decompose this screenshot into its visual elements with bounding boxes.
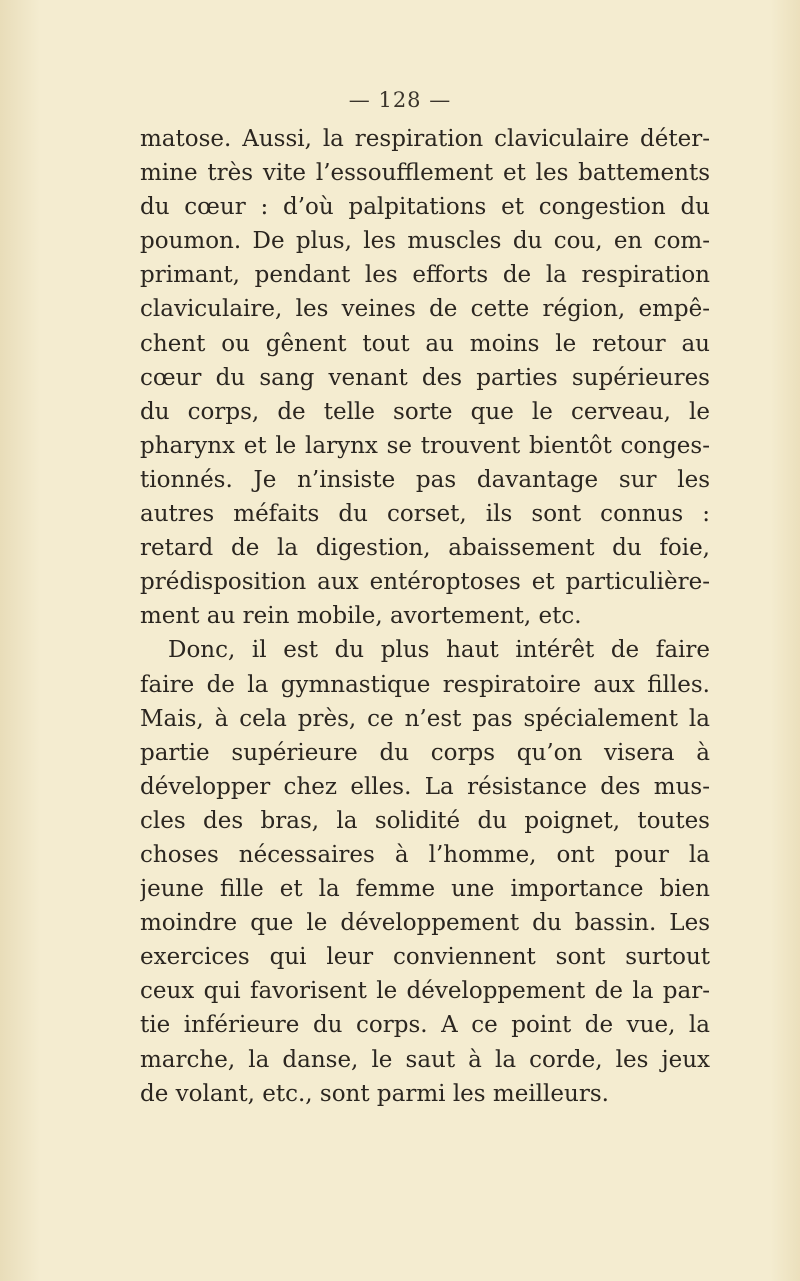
text-line: chent ou gênent tout au moins le retour au xyxy=(140,330,710,357)
text-line: primant, pendant les efforts de la respiration xyxy=(140,262,710,289)
text-line: autres méfaits du corset, ils sont connus : xyxy=(140,501,710,528)
text-line: Donc, il est du plus haut intérêt de faire xyxy=(168,637,710,664)
text-line: marche, la danse, le saut à la corde, les jeux xyxy=(140,1046,710,1073)
text-line: Mais, à cela près, ce n’est pas spécialement la xyxy=(140,705,710,732)
text-line: cles des bras, la solidité du poignet, toutes xyxy=(140,807,710,834)
text-line: cœur du sang venant des parties supérieures xyxy=(140,364,710,391)
text-line: matose. Aussi, la respiration claviculaire déter- xyxy=(140,126,710,152)
text-line: de volant, etc., sont parmi les meilleurs. xyxy=(140,1080,609,1107)
text-line: moindre que le développement du bassin. Les xyxy=(140,910,710,937)
text-line: mine très vite l’essoufflement et les battements xyxy=(140,160,710,187)
text-line: prédisposition aux entéroptoses et particulière- xyxy=(140,569,710,596)
text-line: du corps, de telle sorte que le cerveau, le xyxy=(140,398,710,425)
text-line: développer chez elles. La résistance des mus- xyxy=(140,773,710,800)
text-line: ceux qui favorisent le développement de la par- xyxy=(140,978,710,1005)
text-line: partie supérieure du corps qu’on visera à xyxy=(140,739,710,766)
text-line: tie inférieure du corps. A ce point de vue, la xyxy=(140,1012,710,1039)
text-line: claviculaire, les veines de cette région, empê- xyxy=(140,296,710,323)
text-line: faire de la gymnastique respiratoire aux filles. xyxy=(140,671,710,698)
body-text xyxy=(140,122,710,1111)
text-line: du cœur : d’où palpitations et congestion du xyxy=(140,194,710,221)
text-line: retard de la digestion, abaissement du foie, xyxy=(140,535,710,562)
text-line: exercices qui leur conviennent sont surtout xyxy=(140,944,710,971)
page-number: — 128 — xyxy=(348,88,452,112)
text-line: pharynx et le larynx se trouvent bientôt conges- xyxy=(140,432,710,459)
text-line: tionnés. Je n’insiste pas davantage sur les xyxy=(140,466,710,493)
text-line: ment au rein mobile, avortement, etc. xyxy=(140,603,582,630)
text-line: choses nécessaires à l’homme, ont pour la xyxy=(140,841,710,868)
text-line: poumon. De plus, les muscles du cou, en com- xyxy=(140,228,710,255)
text-line: jeune fille et la femme une importance bien xyxy=(140,876,710,903)
